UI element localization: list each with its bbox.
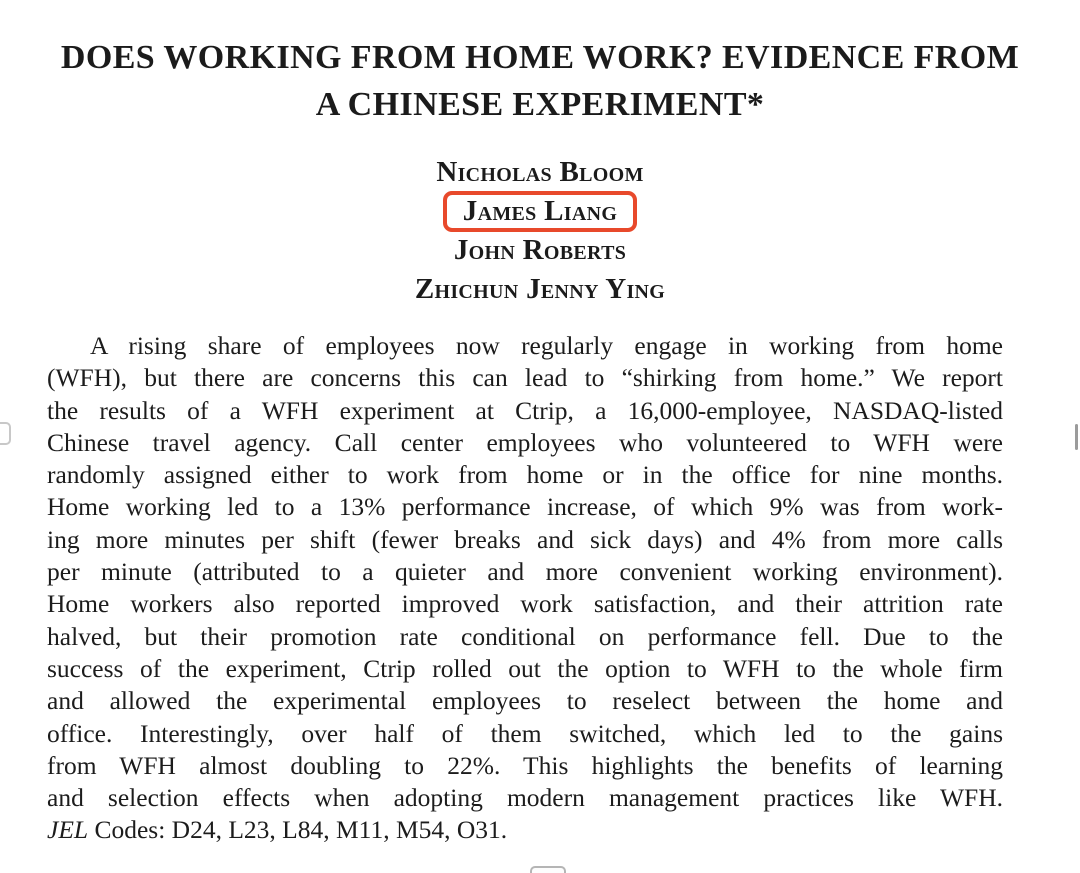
authors-block (0, 153, 1080, 309)
abstract-block (47, 330, 1003, 847)
abstract-line: the results of a WFH experiment at Ctrip, a 16,000-employee, NASDAQ-listed (47, 395, 1003, 425)
author-name (0, 192, 1080, 231)
abstract-line: A rising share of employees now regularly engage in working from home (90, 331, 1003, 360)
abstract-line: Home working led to a 13% performance increase, of which 9% was from work- (47, 492, 1003, 522)
abstract-line: from WFH almost doubling to 22%. This highlights the benefits of learning (47, 750, 1003, 780)
abstract-line: Chinese travel agency. Call center employees who volunteered to WFH were (47, 427, 1003, 457)
abstract-line: per minute (attributed to a quieter and more convenient working environment). (47, 557, 1003, 587)
jel-codes-text: Codes: D24, L23, L84, M11, M54, O31. (88, 815, 508, 845)
abstract-lines (47, 330, 1003, 814)
abstract-line: success of the experiment, Ctrip rolled out the option to WFH to the whole firm (47, 653, 1003, 683)
scrollbar-thumb[interactable] (1075, 424, 1078, 450)
author-name: Zhichun Jenny Ying (414, 273, 666, 305)
author-name: John Roberts (453, 234, 627, 266)
bottom-sheet-handle (530, 866, 566, 873)
left-edge-handle (0, 422, 11, 445)
author-name: Nicholas Bloom (436, 156, 644, 188)
paper-title-line1: DOES WORKING FROM HOME WORK? EVIDENCE FROM (60, 39, 1020, 76)
abstract-line: ing more minutes per shift (fewer breaks and sick days) and 4% from more calls (47, 524, 1003, 554)
abstract-line: Home workers also reported improved work satisfaction, and their attrition rate (47, 589, 1003, 619)
abstract-line: (WFH), but there are concerns this can lead to “shirking from home.” We report (47, 363, 1003, 393)
abstract-line: and allowed the experimental employees to reselect between the home and (47, 686, 1003, 716)
author-highlight-box: James Liang (443, 191, 637, 232)
abstract-line: randomly assigned either to work from home or in the office for nine months. (47, 460, 1003, 490)
paper-title (0, 34, 1080, 128)
jel-codes-line (47, 814, 1003, 846)
jel-label: JEL (47, 815, 89, 845)
abstract-line: office. Interestingly, over half of them switched, which led to the gains (47, 718, 1003, 748)
abstract-line: halved, but their promotion rate conditional on performance fell. Due to the (47, 621, 1003, 651)
abstract-line: and selection effects when adopting modern management practices like WFH. (47, 783, 1003, 813)
paper-title-line2: A CHINESE EXPERIMENT* (315, 86, 765, 123)
